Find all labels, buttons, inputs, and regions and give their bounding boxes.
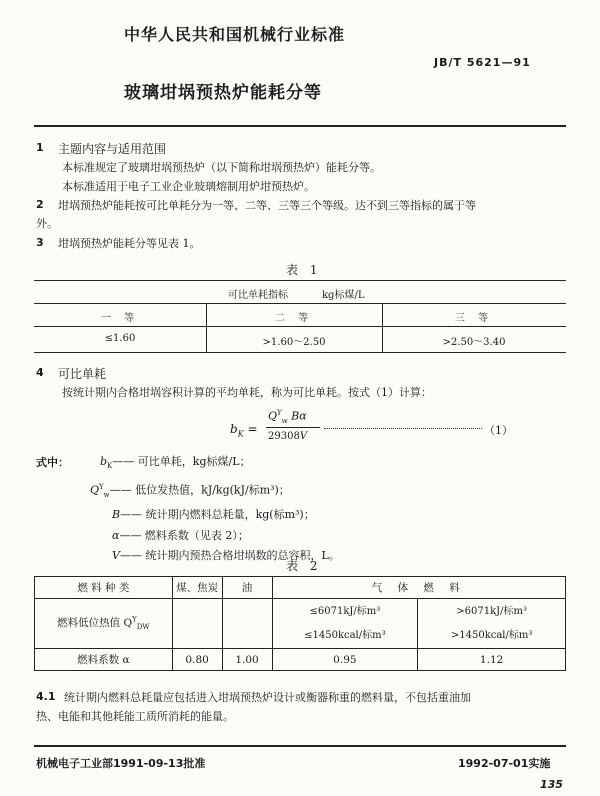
approval-date: 机械电子工业部1991-09-13批准: [36, 757, 206, 770]
table-1-header-rule: [34, 303, 566, 304]
section-2-number: 2: [36, 198, 44, 211]
table-2-heat-row: [35, 599, 566, 649]
section-1-para-1: 本标准规定了玻璃坩埚预热炉（以下简称坩埚预热炉）能耗分等。: [62, 161, 381, 174]
section-1-number: 1: [36, 141, 44, 154]
effective-date: 1992-07-01实施: [458, 757, 551, 770]
formula-fraction-bar: [266, 427, 320, 428]
section-2-line-2: 外。: [36, 217, 58, 230]
table-2-caption: 表 2: [286, 559, 322, 573]
table-2-h-fuel-type: 燃 料 种 类: [35, 577, 173, 599]
formula-q-symbol: Q: [268, 409, 278, 423]
section-4-number: 4: [36, 366, 44, 379]
section-4-1-number: 4.1: [36, 690, 56, 703]
section-3-text: 坩埚预热炉能耗分等见表 1。: [58, 237, 201, 250]
header-rule: [34, 125, 566, 127]
table-2-coef-gas-low: 0.95: [272, 649, 418, 671]
section-1-title: 主题内容与适用范围: [58, 142, 167, 156]
formula-numerator: [268, 409, 307, 425]
table-2-coef-gas-high: 1.12: [418, 649, 566, 671]
table-2-heat-gas-low: ≤6071kJ/标m³ ≤1450kcal/标m³: [272, 599, 418, 649]
table-1-col-grade-1: 一 等: [100, 313, 140, 324]
definition-bk: $b_K——$ 可比单耗，kg标煤/L；: [100, 455, 251, 471]
formula-den-v: V: [299, 431, 308, 442]
table-2-heat-label: 燃料低位热值 $Q^Y_{DW}$: [35, 599, 173, 649]
footer-rule: [34, 745, 566, 747]
table-1-col-grade-3: 三 等: [454, 313, 494, 324]
table-2-h-oil: 油: [222, 577, 272, 599]
section-4-1-line-2: 热、电能和其他耗能工质所消耗的能量。: [36, 710, 234, 723]
table-1-top-rule: [34, 280, 566, 281]
table-1-value-grade-2: >1.60～2.50: [262, 337, 326, 348]
section-4-title: 可比单耗: [58, 367, 107, 381]
table-1-header-label: 可比单耗指标: [228, 290, 288, 301]
definition-qw: $Q^Y_w——$ 低位发热值，kJ/kg(kJ/标m³)；: [90, 482, 290, 499]
table-2-h-gas: 气 体 燃 料: [272, 577, 566, 599]
section-2-line-1: 坩埚预热炉能耗按可比单耗分为一等、二等、三等三个等级。达不到三等指标的属于等: [58, 199, 476, 212]
table-2-h-coal: 煤、焦炭: [172, 577, 222, 599]
definition-list: [90, 452, 340, 567]
formula-lhs-symbol: b: [230, 422, 238, 436]
table-2-heat-gas-high: >6071kJ/标m³ >1450kcal/标m³: [418, 599, 566, 649]
table-2: [34, 576, 566, 671]
section-3-number: 3: [36, 236, 44, 249]
document-title: 玻璃坩埚预热炉能耗分等: [124, 83, 322, 103]
formula-leader-dots: [324, 428, 482, 429]
section-4-intro: 按统计期内合格坩埚容积计算的平均单耗，称为可比单耗。按式（1）计算：: [62, 386, 432, 399]
formula-lhs: $b_K$ =: [230, 422, 258, 439]
table-1-header-unit: kg标煤/L: [322, 290, 365, 301]
formula-q-sub: w: [281, 416, 288, 425]
table-1-caption: 表 1: [286, 263, 322, 277]
formula-lhs-subscript: K: [237, 429, 244, 439]
section-1-para-2: 本标准适用于电子工业企业玻璃熔制用炉坩预热炉。: [62, 180, 315, 193]
where-label: 式中：: [36, 456, 69, 469]
section-4-1-line-1: 统计期内燃料总耗量应包括进入坩埚预热炉设计或衡器称重的燃料量，不包括重油加: [64, 691, 471, 704]
table-2-heat-coal: [172, 599, 222, 649]
table-2-header-row: [35, 577, 566, 599]
org-title: 中华人民共和国机械行业标准: [124, 25, 346, 44]
formula-q-sup: Y: [277, 409, 282, 417]
table-1-col-grade-2: 二 等: [274, 313, 314, 324]
formula-b-alpha: Bα: [291, 409, 307, 423]
formula-den-constant: 29308: [268, 431, 300, 442]
formula-denominator: [268, 431, 307, 442]
page-number: 135: [540, 778, 563, 791]
definition-b: B—— 统计期内燃料总耗量，kg(标m³)；: [112, 508, 315, 522]
table-2-coef-oil: 1.00: [222, 649, 272, 671]
definition-alpha: α—— 燃料系数（见表 2）；: [112, 528, 249, 542]
table-2-heat-oil: [222, 599, 272, 649]
table-2-coef-coal: 0.80: [172, 649, 222, 671]
formula-number: （1）: [484, 424, 513, 437]
table-1-value-grade-3: >2.50～3.40: [442, 337, 506, 348]
table-2-coef-label: 燃料系数 α: [35, 649, 173, 671]
table-1-mid-rule: [34, 326, 566, 327]
table-2-coef-row: [35, 649, 566, 671]
table-1-bottom-rule: [34, 352, 566, 353]
standard-number: JB/T 5621—91: [434, 56, 531, 69]
table-1-value-grade-1: ≤1.60: [104, 333, 136, 344]
definition-v: V—— 统计期内预热合格坩埚数的总容积，L。: [112, 549, 340, 563]
